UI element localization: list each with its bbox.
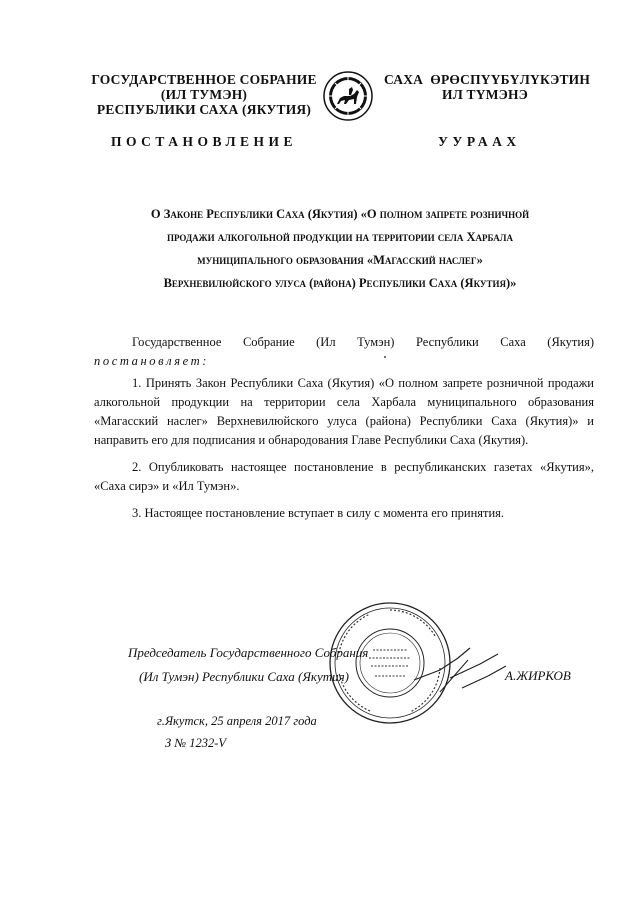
header-right-line2: ИЛ ТҮМЭНЭ bbox=[442, 87, 529, 102]
place-date: г.Якутск, 25 апреля 2017 года bbox=[157, 714, 317, 728]
document-number: З № 1232-V bbox=[165, 736, 227, 750]
header-left-block bbox=[84, 72, 324, 117]
header-left-line3: РЕСПУБЛИКИ САХА (ЯКУТИЯ) bbox=[96, 102, 312, 117]
body-item-1: 1. Принять Закон Республики Саха (Якутия) «О полном запрете розничной продажи алкогольной продукции на территории села Харбала муниципального образования «Магасский наслег» Верхневилюйского улуса (района) Республики Саха (Якутия)» и направить его для подписания и обнародования Главе Республики Саха (Якутия). bbox=[94, 376, 594, 447]
doc-type-right: УУРААХ bbox=[438, 134, 521, 149]
document-title bbox=[95, 203, 585, 295]
doc-type-left: ПОСТАНОВЛЕНИЕ bbox=[110, 134, 298, 149]
signatory-position-line1: Председатель Государственного Собрания bbox=[128, 645, 369, 660]
body-item-3: 3. Настоящее постановление вступает в силу с момента его принятия. bbox=[132, 506, 505, 520]
place-date-block bbox=[157, 710, 317, 754]
header-right-block bbox=[384, 72, 604, 102]
document-body bbox=[94, 333, 594, 523]
header-right-line1: САХА ӨРӨСПҮҮБҮЛҮКЭТИН bbox=[384, 72, 591, 87]
title-line2: продажи алкогольной продукции на территории села Харбала bbox=[166, 230, 514, 244]
handwritten-signature-icon bbox=[410, 640, 510, 700]
signatory-position bbox=[128, 641, 368, 689]
body-intro: Государственное Собрание (Ил Тумэн) Республики Саха (Якутия) bbox=[132, 335, 594, 349]
body-decree-word: постановляет: bbox=[94, 354, 209, 368]
title-line1: О Законе Республики Саха (Якутия) «О полном запрете розничной bbox=[150, 207, 530, 221]
signatory-name: А.ЖИРКОВ bbox=[505, 668, 571, 683]
body-item-2: 2. Опубликовать настоящее постановление в республиканских газетах «Якутия», «Саха сирэ» и «Ил Тумэн». bbox=[94, 460, 594, 493]
header-left-line1: ГОСУДАРСТВЕННОЕ СОБРАНИЕ bbox=[91, 72, 317, 87]
title-line3: муниципального образования «Магасский наслег» bbox=[197, 253, 483, 267]
yakutia-emblem-icon bbox=[322, 70, 374, 122]
signatory-position-line2: (Ил Тумэн) Республики Саха (Якутия) bbox=[139, 669, 349, 684]
header-left-line2: (ИЛ ТУМЭН) bbox=[160, 87, 248, 102]
title-line4: Верхневилюйского улуса (района) Республики Саха (Якутия)» bbox=[163, 276, 517, 290]
